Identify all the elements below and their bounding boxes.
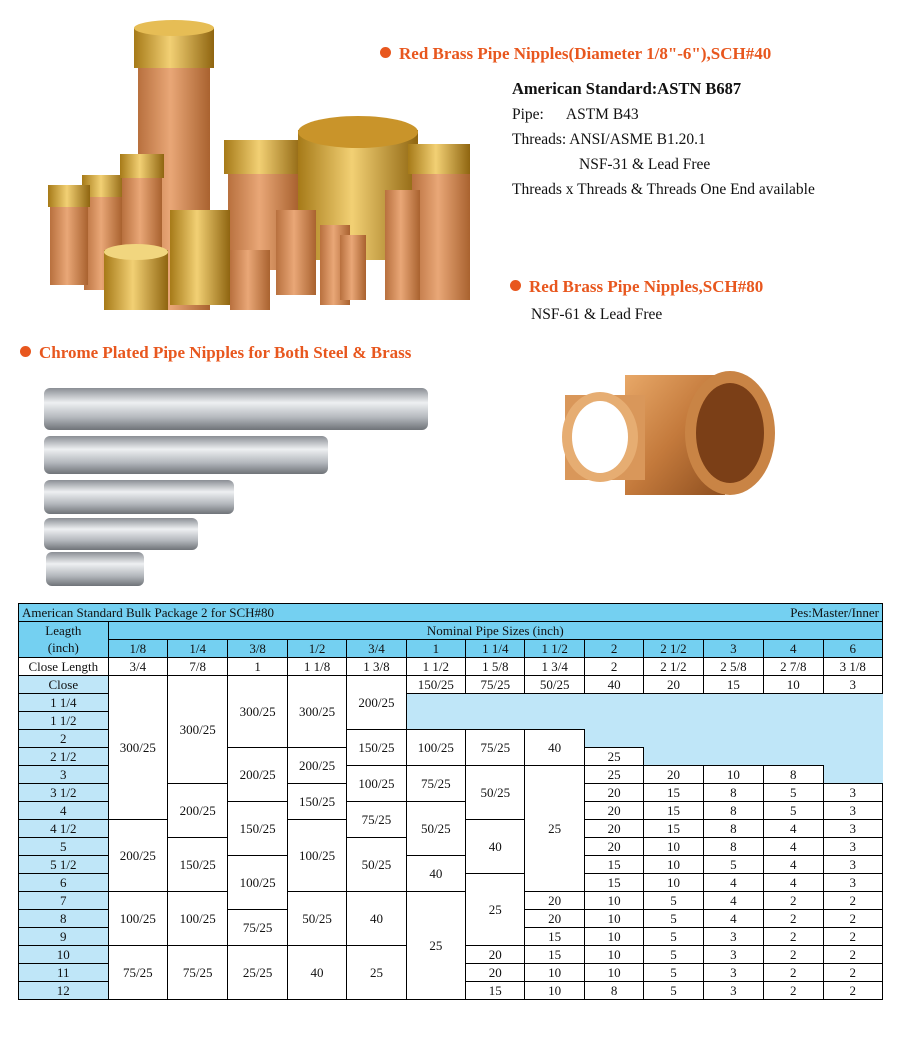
row-label: 6 xyxy=(19,874,109,892)
qty-cell: 5 xyxy=(644,964,703,982)
qty-cell: 10 xyxy=(584,964,643,982)
spec-block-sch40 xyxy=(512,76,815,202)
row-label: 4 xyxy=(19,802,109,820)
qty-cell: 300/25 xyxy=(287,676,346,748)
qty-cell: 150/25 xyxy=(287,784,346,820)
qty-cell: 2 xyxy=(823,910,883,928)
qty-cell: 5 xyxy=(644,910,703,928)
row-label: 3 1/2 xyxy=(19,784,109,802)
qty-cell: 2 xyxy=(823,928,883,946)
qty-cell: 10 xyxy=(644,838,703,856)
qty-cell: 20 xyxy=(644,766,703,784)
qty-cell: 20 xyxy=(584,802,643,820)
qty-cell: 3 xyxy=(703,928,763,946)
empty-cell xyxy=(644,730,703,748)
row-label: 7 xyxy=(19,892,109,910)
qty-cell: 8 xyxy=(764,766,823,784)
availability-text: Threads x Threads & Threads One End available xyxy=(512,181,815,198)
qty-cell: 8 xyxy=(703,784,763,802)
qty-cell: 100/25 xyxy=(228,856,287,910)
close-length-cell: 1 3/8 xyxy=(347,658,406,676)
qty-cell: 2 xyxy=(764,964,823,982)
empty-cell xyxy=(406,694,465,712)
qty-cell: 100/25 xyxy=(168,892,228,946)
empty-cell xyxy=(644,748,703,766)
qty-cell: 2 xyxy=(823,946,883,964)
qty-cell: 3 xyxy=(823,802,883,820)
qty-cell: 15 xyxy=(584,874,643,892)
qty-cell: 25 xyxy=(584,766,643,784)
size-header: 1/2 xyxy=(287,640,346,658)
qty-cell: 4 xyxy=(764,838,823,856)
empty-cell xyxy=(584,712,643,730)
qty-cell: 10 xyxy=(584,928,643,946)
qty-cell: 20 xyxy=(584,784,643,802)
row-label: 5 1/2 xyxy=(19,856,109,874)
qty-cell: 3 xyxy=(703,946,763,964)
qty-cell: 20 xyxy=(466,946,525,964)
qty-cell: 5 xyxy=(644,982,703,1000)
qty-cell: 150/25 xyxy=(347,730,406,766)
nominal-header: Nominal Pipe Sizes (inch) xyxy=(108,622,882,640)
size-header: 3/4 xyxy=(347,640,406,658)
qty-cell: 200/25 xyxy=(228,748,287,802)
row-label: 1 1/4 xyxy=(19,694,109,712)
empty-cell xyxy=(764,730,823,748)
size-header: 2 1/2 xyxy=(644,640,703,658)
qty-cell: 15 xyxy=(703,676,763,694)
empty-cell xyxy=(823,748,883,766)
qty-cell: 75/25 xyxy=(228,910,287,946)
empty-cell xyxy=(823,766,883,784)
qty-cell: 4 xyxy=(764,856,823,874)
row-label: 2 xyxy=(19,730,109,748)
qty-cell: 150/25 xyxy=(168,838,228,892)
qty-cell: 4 xyxy=(703,910,763,928)
close-length-cell: 1 3/4 xyxy=(525,658,584,676)
row-label: 11 xyxy=(19,964,109,982)
close-length-label: Close Length xyxy=(19,658,109,676)
size-header: 1/8 xyxy=(108,640,167,658)
size-header: 4 xyxy=(764,640,823,658)
qty-cell: 5 xyxy=(644,892,703,910)
row-label: 12 xyxy=(19,982,109,1000)
empty-cell xyxy=(823,712,883,730)
qty-cell: 2 xyxy=(823,964,883,982)
qty-cell: 2 xyxy=(764,982,823,1000)
size-header: 1/4 xyxy=(168,640,228,658)
qty-cell: 4 xyxy=(703,874,763,892)
qty-cell: 40 xyxy=(584,676,643,694)
qty-cell: 20 xyxy=(525,910,584,928)
close-length-cell: 2 1/2 xyxy=(644,658,703,676)
qty-cell: 75/25 xyxy=(168,946,228,1000)
empty-cell xyxy=(703,712,763,730)
close-length-cell: 2 5/8 xyxy=(703,658,763,676)
close-length-cell: 1 xyxy=(228,658,287,676)
qty-cell: 8 xyxy=(703,838,763,856)
qty-cell: 5 xyxy=(644,946,703,964)
size-header: 1 1/4 xyxy=(466,640,525,658)
empty-cell xyxy=(764,712,823,730)
empty-cell xyxy=(525,712,584,730)
close-length-cell: 2 xyxy=(584,658,643,676)
qty-cell: 5 xyxy=(644,928,703,946)
nsf-61-text: NSF-61 & Lead Free xyxy=(531,306,663,323)
empty-cell xyxy=(584,730,643,748)
qty-cell: 40 xyxy=(406,856,465,892)
qty-cell: 2 xyxy=(823,982,883,1000)
red-brass-nipples-image xyxy=(40,20,470,320)
close-length-cell: 3 1/8 xyxy=(823,658,883,676)
pipe-value: ASTM B43 xyxy=(565,106,639,123)
close-length-cell: 7/8 xyxy=(168,658,228,676)
qty-cell: 20 xyxy=(644,676,703,694)
size-header: 1 xyxy=(406,640,465,658)
qty-cell: 75/25 xyxy=(466,676,525,694)
close-length-cell: 1 1/2 xyxy=(406,658,465,676)
length-header: Leagth xyxy=(19,622,109,640)
empty-cell xyxy=(764,694,823,712)
american-standard: American Standard:ASTN B687 xyxy=(512,79,742,98)
qty-cell: 10 xyxy=(703,766,763,784)
qty-cell: 25 xyxy=(347,946,406,1000)
qty-cell: 15 xyxy=(644,784,703,802)
qty-cell: 25 xyxy=(584,748,643,766)
qty-cell: 75/25 xyxy=(347,802,406,838)
pipe-label: Pipe: xyxy=(512,106,544,123)
empty-cell xyxy=(764,748,823,766)
qty-cell: 300/25 xyxy=(228,676,287,748)
empty-cell xyxy=(466,694,525,712)
qty-cell: 2 xyxy=(764,892,823,910)
qty-cell: 15 xyxy=(584,856,643,874)
size-header: 3 xyxy=(703,640,763,658)
qty-cell: 3 xyxy=(823,676,883,694)
row-label: 10 xyxy=(19,946,109,964)
threads-label: Threads: xyxy=(512,131,567,148)
bullet-icon xyxy=(20,346,31,357)
qty-cell: 25/25 xyxy=(228,946,287,1000)
qty-cell: 15 xyxy=(525,946,584,964)
qty-cell: 10 xyxy=(764,676,823,694)
sch80-nipple-image xyxy=(545,365,780,515)
qty-cell: 15 xyxy=(525,928,584,946)
chrome-nipples-image xyxy=(40,380,440,590)
qty-cell: 25 xyxy=(466,874,525,946)
qty-cell: 20 xyxy=(466,964,525,982)
empty-cell xyxy=(703,730,763,748)
close-length-cell: 1 1/8 xyxy=(287,658,346,676)
qty-cell: 4 xyxy=(764,874,823,892)
qty-cell: 150/25 xyxy=(406,676,465,694)
row-label: 1 1/2 xyxy=(19,712,109,730)
qty-cell: 75/25 xyxy=(466,730,525,766)
table-caption-right: Pes:Master/Inner xyxy=(466,604,883,622)
qty-cell: 40 xyxy=(287,946,346,1000)
empty-cell xyxy=(406,712,465,730)
qty-cell: 2 xyxy=(764,946,823,964)
qty-cell: 100/25 xyxy=(406,730,465,766)
qty-cell: 200/25 xyxy=(347,676,406,730)
qty-cell: 10 xyxy=(584,910,643,928)
qty-cell: 8 xyxy=(703,820,763,838)
qty-cell: 2 xyxy=(823,892,883,910)
row-label: 4 1/2 xyxy=(19,820,109,838)
size-header: 2 xyxy=(584,640,643,658)
bullet-icon xyxy=(380,47,391,58)
red-brass-sch40-heading: Red Brass Pipe Nipples(Diameter 1/8"-6"),SCH#40 xyxy=(380,44,771,64)
close-length-cell: 2 7/8 xyxy=(764,658,823,676)
size-header: 6 xyxy=(823,640,883,658)
size-header: 1 1/2 xyxy=(525,640,584,658)
qty-cell: 3 xyxy=(823,838,883,856)
qty-cell: 75/25 xyxy=(406,766,465,802)
qty-cell: 5 xyxy=(703,856,763,874)
qty-cell: 20 xyxy=(525,892,584,910)
qty-cell: 300/25 xyxy=(108,676,167,820)
qty-cell: 3 xyxy=(823,784,883,802)
qty-cell: 3 xyxy=(823,874,883,892)
qty-cell: 20 xyxy=(584,838,643,856)
qty-cell: 25 xyxy=(525,766,584,892)
empty-cell xyxy=(823,694,883,712)
bulk-package-table xyxy=(18,603,883,1000)
qty-cell: 20 xyxy=(584,820,643,838)
qty-cell: 25 xyxy=(406,892,465,1000)
qty-cell: 300/25 xyxy=(168,676,228,784)
qty-cell: 2 xyxy=(764,928,823,946)
qty-cell: 50/25 xyxy=(525,676,584,694)
qty-cell: 15 xyxy=(466,982,525,1000)
empty-cell xyxy=(466,712,525,730)
qty-cell: 10 xyxy=(584,946,643,964)
qty-cell: 200/25 xyxy=(168,784,228,838)
qty-cell: 10 xyxy=(644,856,703,874)
qty-cell: 40 xyxy=(347,892,406,946)
qty-cell: 40 xyxy=(525,730,584,766)
close-length-cell: 1 5/8 xyxy=(466,658,525,676)
qty-cell: 15 xyxy=(644,802,703,820)
red-brass-sch80-heading: Red Brass Pipe Nipples,SCH#80 xyxy=(510,277,763,297)
threads-value: ANSI/ASME B1.20.1 xyxy=(569,131,706,148)
qty-cell: 50/25 xyxy=(287,892,346,946)
empty-cell xyxy=(525,694,584,712)
qty-cell: 50/25 xyxy=(466,766,525,820)
qty-cell: 100/25 xyxy=(108,892,167,946)
qty-cell: 15 xyxy=(644,820,703,838)
qty-cell: 150/25 xyxy=(228,802,287,856)
empty-cell xyxy=(644,694,703,712)
qty-cell: 3 xyxy=(703,982,763,1000)
qty-cell: 3 xyxy=(703,964,763,982)
row-label: 2 1/2 xyxy=(19,748,109,766)
qty-cell: 50/25 xyxy=(406,802,465,856)
qty-cell: 3 xyxy=(823,820,883,838)
empty-cell xyxy=(584,694,643,712)
qty-cell: 10 xyxy=(525,964,584,982)
chrome-heading: Chrome Plated Pipe Nipples for Both Steel & Brass xyxy=(20,343,411,363)
row-label: 3 xyxy=(19,766,109,784)
empty-cell xyxy=(703,694,763,712)
qty-cell: 8 xyxy=(584,982,643,1000)
qty-cell: 75/25 xyxy=(108,946,167,1000)
qty-cell: 100/25 xyxy=(347,766,406,802)
qty-cell: 40 xyxy=(466,820,525,874)
empty-cell xyxy=(703,748,763,766)
qty-cell: 5 xyxy=(764,784,823,802)
row-label: Close xyxy=(19,676,109,694)
qty-cell: 8 xyxy=(703,802,763,820)
bullet-icon xyxy=(510,280,521,291)
qty-cell: 10 xyxy=(525,982,584,1000)
qty-cell: 10 xyxy=(584,892,643,910)
qty-cell: 5 xyxy=(764,802,823,820)
row-label: 9 xyxy=(19,928,109,946)
empty-cell xyxy=(823,730,883,748)
qty-cell: 100/25 xyxy=(287,820,346,892)
qty-cell: 4 xyxy=(764,820,823,838)
qty-cell: 4 xyxy=(703,892,763,910)
close-length-cell: 3/4 xyxy=(108,658,167,676)
qty-cell: 200/25 xyxy=(287,748,346,784)
qty-cell: 50/25 xyxy=(347,838,406,892)
empty-cell xyxy=(644,712,703,730)
nsf-31-text: NSF-31 & Lead Free xyxy=(579,156,711,173)
size-header: 3/8 xyxy=(228,640,287,658)
row-label: 8 xyxy=(19,910,109,928)
length-unit: (inch) xyxy=(19,640,109,658)
row-label: 5 xyxy=(19,838,109,856)
qty-cell: 2 xyxy=(764,910,823,928)
qty-cell: 3 xyxy=(823,856,883,874)
table-caption: American Standard Bulk Package 2 for SCH#80 xyxy=(19,604,466,622)
qty-cell: 200/25 xyxy=(108,820,167,892)
qty-cell: 10 xyxy=(644,874,703,892)
